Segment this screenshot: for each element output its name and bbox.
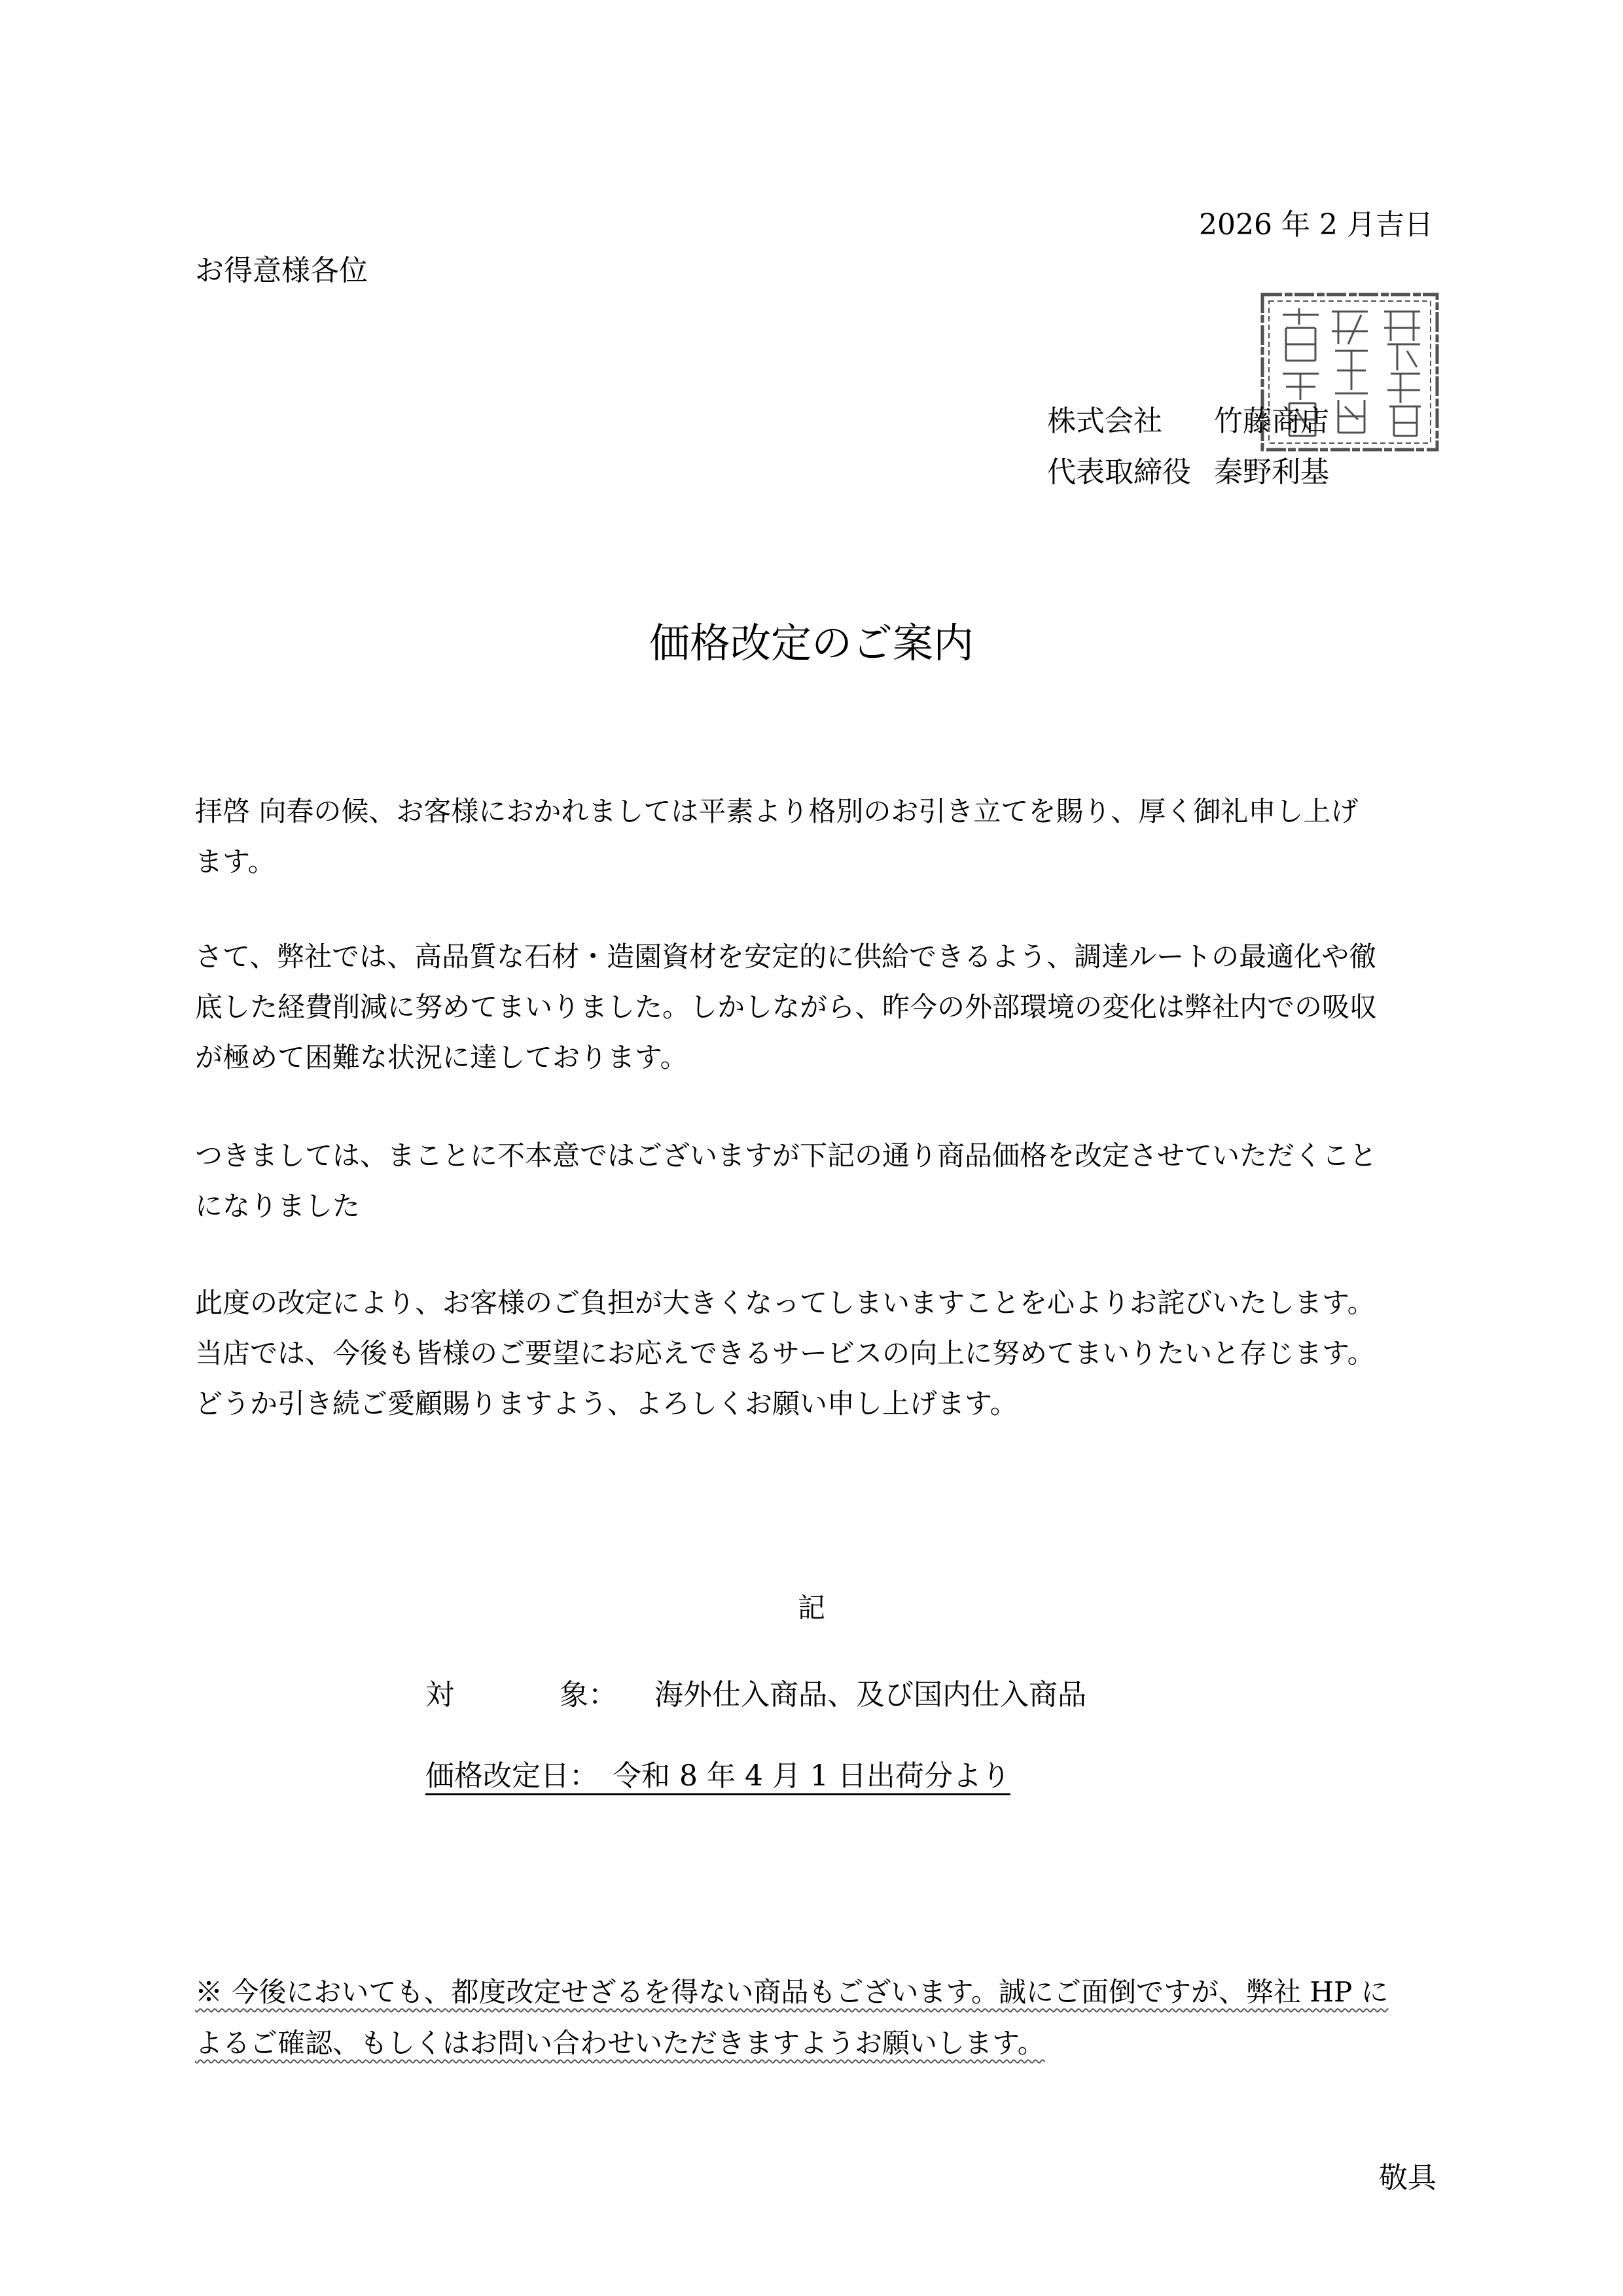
representative-role: 代表取締役: [1047, 456, 1191, 489]
paragraph-line: つきましては、まことに不本意ではございますが下記の通り商品価格を改定させていただくこと: [195, 1139, 1378, 1172]
paragraph-line: 当店では、今後も皆様のご要望にお応えできるサービスの向上に努めてまいりたいと存じます。: [195, 1337, 1375, 1369]
company-name: 竹藤商店: [1214, 404, 1329, 438]
page-title: 価格改定のご案内: [649, 619, 974, 667]
recipient: お得意様各位: [195, 254, 368, 287]
paragraph-line: 拝啓 向春の候、お客様におかれましては平素より格別のお引き立てを賜り、厚く御礼申し上げ: [195, 795, 1359, 827]
paragraph-line: ます。: [195, 846, 276, 878]
letter-date: 2026 年 2 月吉日: [1199, 208, 1433, 242]
ki-heading: 記: [797, 1592, 825, 1624]
target-label-second: 象：: [560, 1678, 617, 1712]
note-line: ※ 今後においても、都度改定せざるを得ない商品もございます。誠にご面倒ですが、弊社 HP に: [195, 1976, 1389, 2008]
paragraph-line: が極めて困難な状況に達しております。: [195, 1041, 688, 1073]
paragraph-line: 此度の改定により、お客様のご負担が大きくなってしまいますことを心よりお詫びいたします。: [195, 1287, 1375, 1319]
note: [195, 1967, 1438, 2069]
revision-date-label: 価格改定日：: [425, 1759, 584, 1793]
paragraph-announcement: [195, 1130, 1438, 1231]
closing: 敬具: [1379, 2161, 1436, 2195]
revision-date-value: 令和 8 年 4 月 1 日出荷分より: [613, 1759, 1010, 1793]
revision-date-row: [425, 1759, 1010, 1793]
company-label: 株式会社: [1047, 404, 1162, 438]
paragraph-greeting: [195, 786, 1438, 887]
paragraph-line: どうか引き続ご愛顧賜りますよう、よろしくお願い申し上げます。: [195, 1388, 1018, 1420]
paragraph-line: になりました: [195, 1190, 361, 1222]
representative-name: 秦野利基: [1214, 456, 1329, 489]
note-line: よるご確認、もしくはお問い合わせいただきますようお願いします。: [195, 2027, 1045, 2059]
target-label-first: 対: [425, 1678, 454, 1712]
paragraph-background: [195, 931, 1438, 1083]
paragraph-line: 底した経費削減に努めてまいりました。しかしながら、昨今の外部環境の変化は弊社内での吸収: [195, 991, 1378, 1023]
target-value: 海外仕入商品、及び国内仕入商品: [654, 1678, 1086, 1712]
paragraph-apology: [195, 1278, 1438, 1429]
paragraph-line: さて、弊社では、高品質な石材・造園資材を安定的に供給できるよう、調達ルートの最適化や徹: [195, 941, 1377, 973]
